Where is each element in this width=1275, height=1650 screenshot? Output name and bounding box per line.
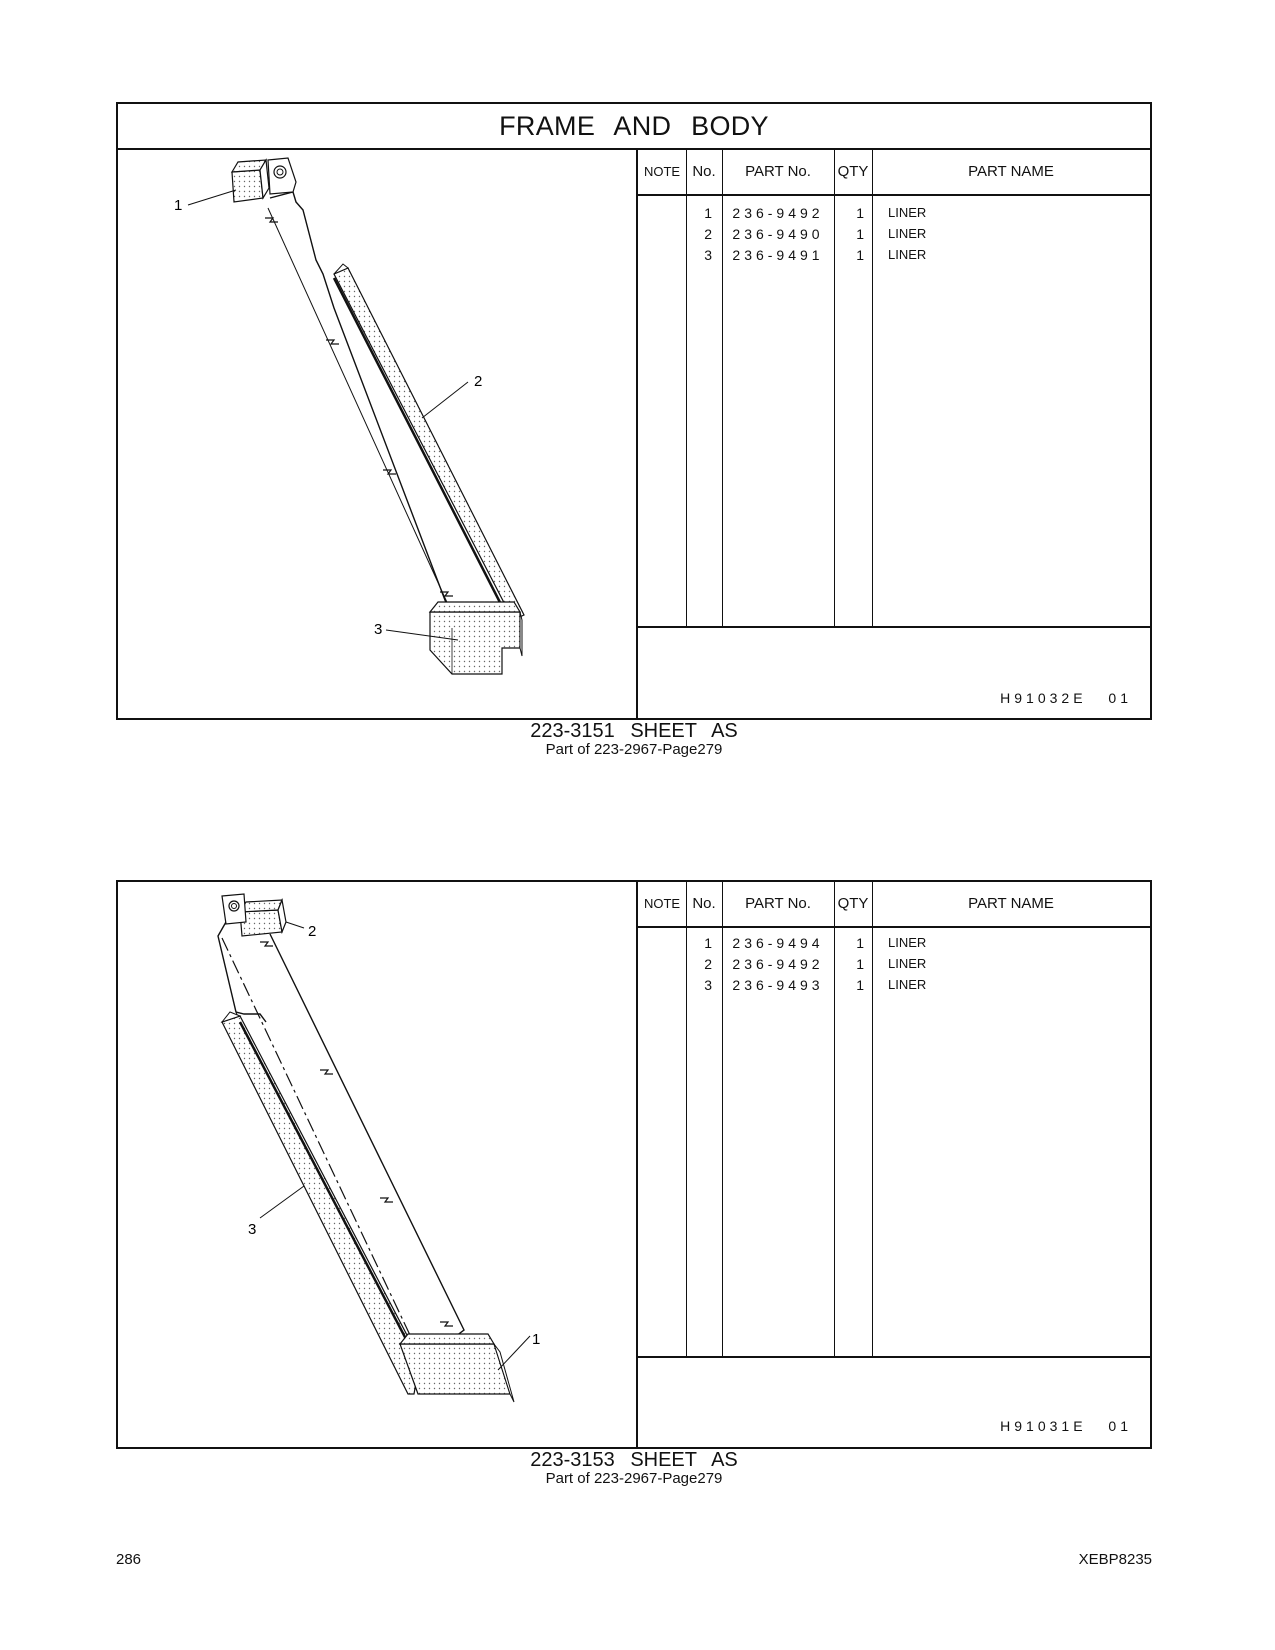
parts-panel-2 <box>116 880 1152 1449</box>
table-row <box>638 953 1150 975</box>
illustration-ref-code: H91032E 01 <box>1000 690 1132 706</box>
row-no: 1 <box>704 935 712 951</box>
col-partname-header: PART NAME <box>968 163 1054 180</box>
exploded-illustration-2 <box>118 882 636 1449</box>
figure-caption-2 <box>116 1449 1152 1487</box>
col-note-header: NOTE <box>643 896 681 911</box>
row-part-number: 236-9492 <box>732 205 824 221</box>
table-row <box>638 223 1150 245</box>
col-qty-header: QTY <box>837 163 869 180</box>
table-row <box>638 244 1150 266</box>
parts-table-2 <box>636 882 1150 1447</box>
row-qty: 1 <box>856 247 864 263</box>
row-part-name: LINER <box>888 956 927 971</box>
table-header <box>638 150 1150 196</box>
callout-1: 1 <box>174 197 183 214</box>
parts-panel-1 <box>116 102 1152 720</box>
assembly-reference: Part of 223-2967-Page279 <box>545 1470 723 1487</box>
page-number: 286 <box>116 1551 142 1568</box>
row-part-name: LINER <box>888 977 927 992</box>
col-partname-header: PART NAME <box>968 895 1054 912</box>
row-no: 2 <box>704 226 712 242</box>
col-partno-header: PART No. <box>745 895 811 912</box>
row-qty: 1 <box>856 977 864 993</box>
col-no-header: No. <box>692 895 716 912</box>
row-no: 3 <box>704 247 712 263</box>
row-part-number: 236-9490 <box>732 226 824 242</box>
table-footer-divider <box>638 626 1150 628</box>
row-qty: 1 <box>856 226 864 242</box>
callout-2: 2 <box>474 373 483 390</box>
section-title: FRAME AND BODY <box>118 104 1150 150</box>
table-row <box>638 974 1150 996</box>
assembly-reference: Part of 223-2967-Page279 <box>545 741 723 758</box>
callout-2: 2 <box>308 923 317 940</box>
figure-caption-1 <box>116 720 1152 758</box>
row-no: 1 <box>704 205 712 221</box>
row-part-number: 236-9491 <box>732 247 824 263</box>
assembly-title: 223-3153 SHEET AS <box>530 1449 738 1471</box>
table-footer-divider <box>638 1356 1150 1358</box>
row-part-name: LINER <box>888 247 927 262</box>
row-qty: 1 <box>856 956 864 972</box>
row-no: 2 <box>704 956 712 972</box>
row-qty: 1 <box>856 205 864 221</box>
callout-3: 3 <box>374 621 383 638</box>
col-partno-header: PART No. <box>745 163 811 180</box>
illustration-ref-code: H91031E 01 <box>1000 1418 1132 1434</box>
row-part-number: 236-9492 <box>732 956 824 972</box>
exploded-illustration-1 <box>118 150 636 720</box>
callout-3: 3 <box>248 1221 257 1238</box>
table-row <box>638 932 1150 954</box>
col-note-header: NOTE <box>643 164 681 179</box>
row-part-name: LINER <box>888 205 927 220</box>
parts-table-1 <box>636 150 1150 718</box>
col-qty-header: QTY <box>837 895 869 912</box>
row-no: 3 <box>704 977 712 993</box>
row-qty: 1 <box>856 935 864 951</box>
document-code: XEBP8235 <box>1078 1551 1152 1568</box>
table-row <box>638 202 1150 224</box>
row-part-name: LINER <box>888 226 927 241</box>
callout-1: 1 <box>532 1331 541 1348</box>
table-header <box>638 882 1150 928</box>
assembly-title: 223-3151 SHEET AS <box>530 720 738 742</box>
row-part-name: LINER <box>888 935 927 950</box>
row-part-number: 236-9493 <box>732 977 824 993</box>
row-part-number: 236-9494 <box>732 935 824 951</box>
col-no-header: No. <box>692 163 716 180</box>
